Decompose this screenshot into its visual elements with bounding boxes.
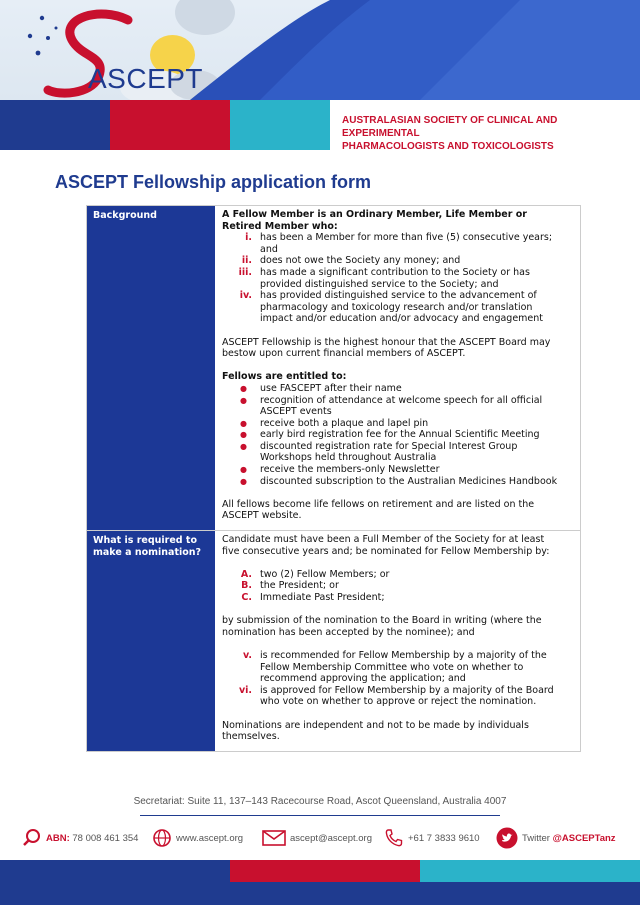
list-item xyxy=(222,395,575,418)
globe-icon xyxy=(152,828,172,848)
list-item xyxy=(222,418,575,430)
list-item-text xyxy=(260,418,428,430)
stripe-blue xyxy=(0,100,110,150)
paragraph-text: by submission of the nomination to the Board in writing (where the xyxy=(222,615,542,627)
list-item-line: impact and/or education and/or advocacy and engagement xyxy=(260,313,544,325)
list-item-text xyxy=(260,395,542,418)
contact-bar xyxy=(22,826,632,850)
list-item xyxy=(222,290,575,325)
twitter-icon xyxy=(496,827,518,849)
logo-text: ASCEPT xyxy=(88,63,204,94)
list-item-line: has provided distinguished service to the advancement of xyxy=(260,290,537,302)
row-content xyxy=(215,531,580,751)
abn-item xyxy=(22,826,138,850)
society-line: AUSTRALASIAN SOCIETY OF CLINICAL AND EXPERIMENTAL xyxy=(342,115,558,139)
phone-number[interactable]: +61 7 3833 9610 xyxy=(408,832,480,844)
list-item xyxy=(222,464,575,476)
list-marker: C. xyxy=(241,592,252,603)
society-line: PHARMACOLOGISTS AND TOXICOLOGISTS xyxy=(342,141,554,150)
list-item xyxy=(222,441,575,464)
list-item xyxy=(222,255,575,267)
list-item-line: use FASCEPT after their name xyxy=(260,382,402,394)
list-item-text xyxy=(260,383,402,395)
list-item-line: pharmacology and toxicology research and/or translation xyxy=(260,301,533,313)
list-item-line: has made a significant contribution to the Society or has xyxy=(260,266,530,278)
list-item-text xyxy=(260,441,517,464)
list-item xyxy=(222,685,575,708)
society-name xyxy=(342,114,632,150)
list-marker: ii. xyxy=(241,255,252,267)
list-item xyxy=(222,592,575,604)
twitter-item[interactable] xyxy=(496,826,616,850)
list-marker: i. xyxy=(245,232,252,244)
list-item-line: early bird registration fee for the Annual Scientific Meeting xyxy=(260,429,540,441)
phone-item[interactable] xyxy=(384,826,480,850)
list-item-text xyxy=(260,476,557,488)
list-item-line: recommend approving the application; and xyxy=(260,673,466,685)
list-item-line: provided distinguished service to the Society; and xyxy=(260,278,499,290)
list-item xyxy=(222,267,575,290)
twitter-label: Twitter xyxy=(522,832,550,844)
list-item-line: and xyxy=(260,243,278,255)
twitter-handle[interactable]: @ASCEPTanz xyxy=(552,832,616,844)
list-item xyxy=(222,429,575,441)
list-item-text: the President; or xyxy=(260,580,339,592)
list-item xyxy=(222,650,575,685)
search-icon xyxy=(22,828,42,848)
list-item-text: Immediate Past President; xyxy=(260,592,385,603)
bullet-icon: ● xyxy=(240,465,247,475)
paragraph-text: themselves. xyxy=(222,731,280,743)
bullet-icon: ● xyxy=(240,418,247,428)
list-item-text xyxy=(260,650,547,685)
envelope-icon xyxy=(262,829,286,847)
stripe-teal xyxy=(230,100,330,150)
abn-label: ABN: xyxy=(46,832,70,844)
stripe-red xyxy=(110,100,230,150)
paragraph-text: Candidate must have been a Full Member of the Society for at least xyxy=(222,534,545,546)
list-marker: B. xyxy=(241,580,252,592)
row-label-line: make a nomination? xyxy=(93,547,202,559)
row-label: Background xyxy=(87,206,215,530)
list-item-line: discounted subscription to the Australian Medicines Handbook xyxy=(260,475,558,487)
list-item-text xyxy=(260,267,530,290)
footer-divider xyxy=(140,815,500,816)
bottom-stripe-red xyxy=(230,860,420,882)
list-item xyxy=(222,476,575,488)
list-item-line: has been a Member for more than five (5) consecutive years; xyxy=(260,232,553,244)
website-item[interactable] xyxy=(152,826,243,850)
paragraph-text: All fellows become life fellows on retirement and are listed on the xyxy=(222,498,535,510)
list-item-line: does not owe the Society any money; and xyxy=(260,255,461,267)
list-item xyxy=(222,232,575,255)
table-row-nomination xyxy=(87,530,580,751)
email-item[interactable] xyxy=(262,826,372,850)
bullet-icon: ● xyxy=(240,395,247,405)
list-marker: v. xyxy=(242,649,252,661)
paragraph-text: ASCEPT website. xyxy=(222,510,302,522)
list-item-text xyxy=(260,685,554,708)
list-marker: iii. xyxy=(238,266,252,278)
list-item-text xyxy=(260,232,552,255)
bullet-icon: ● xyxy=(240,430,247,440)
bullet-icon: ● xyxy=(240,476,247,486)
list-item-line: is recommended for Fellow Membership by a majority of the xyxy=(260,649,547,661)
list-item-line: recognition of attendance at welcome speech for all official xyxy=(260,394,543,406)
page-header xyxy=(0,0,640,150)
fellowship-table xyxy=(86,205,581,752)
intro-text: A Fellow Member is an Ordinary Member, Life Member or xyxy=(222,209,527,220)
list-item-line: Fellow Membership Committee who vote on whether to xyxy=(260,661,524,673)
list-marker: vi. xyxy=(238,684,252,696)
list-item-line: Workshops held throughout Australia xyxy=(260,452,437,464)
bottom-stripe-blue xyxy=(0,860,230,882)
list-item xyxy=(222,580,575,592)
list-item xyxy=(222,569,575,581)
list-item-text xyxy=(260,464,440,476)
abn-value: 78 008 461 354 xyxy=(72,832,139,844)
paragraph-text: bestow upon current financial members of ASCEPT. xyxy=(222,348,466,360)
bottom-band xyxy=(0,882,640,905)
bullet-icon: ● xyxy=(240,383,247,393)
website-link[interactable]: www.ascept.org xyxy=(176,832,244,844)
list-item-line: ASCEPT events xyxy=(260,406,332,418)
list-item-line: receive both a plaque and lapel pin xyxy=(260,417,429,429)
intro-text: Retired Member who: xyxy=(222,220,338,232)
list-marker: A. xyxy=(240,568,252,580)
table-row-background xyxy=(87,206,580,530)
steps-list xyxy=(222,650,575,708)
criteria-list xyxy=(222,232,575,325)
list-item-text: two (2) Fellow Members; or xyxy=(260,568,390,580)
bottom-stripe-teal xyxy=(420,860,640,882)
paragraph-text: Nominations are independent and not to be made by individuals xyxy=(222,719,529,731)
list-item-text xyxy=(260,255,460,267)
list-item-line: who vote on whether to approve or reject the nomination. xyxy=(260,696,537,708)
list-item-line: discounted registration rate for Special Interest Group xyxy=(260,440,518,452)
entitlements-heading: Fellows are entitled to: xyxy=(222,371,347,383)
row-label xyxy=(87,531,215,751)
secretariat-address: Secretariat: Suite 11, 137–143 Racecourse Road, Ascot Queensland, Australia 4007 xyxy=(133,796,507,807)
list-marker: iv. xyxy=(239,290,252,302)
bullet-icon: ● xyxy=(240,441,247,451)
row-label-line: What is required to xyxy=(93,535,197,547)
list-item xyxy=(222,383,575,395)
paragraph-text: ASCEPT Fellowship is the highest honour that the ASCEPT Board may xyxy=(222,336,551,348)
phone-icon xyxy=(384,828,404,848)
page-title: ASCEPT Fellowship application form xyxy=(55,172,372,192)
nominators-list xyxy=(222,569,575,604)
row-content xyxy=(215,206,580,530)
paragraph-text: nomination has been accepted by the nominee); and xyxy=(222,626,475,638)
paragraph-text: five consecutive years and; be nominated for Fellow Membership by: xyxy=(222,545,550,557)
list-item-text xyxy=(260,290,543,325)
list-item-text xyxy=(260,429,540,441)
list-item-line: is approved for Fellow Membership by a majority of the Board xyxy=(260,684,554,696)
list-item-line: receive the members-only Newsletter xyxy=(260,464,440,476)
entitlements-list xyxy=(222,383,575,487)
email-link[interactable]: ascept@ascept.org xyxy=(290,832,372,844)
